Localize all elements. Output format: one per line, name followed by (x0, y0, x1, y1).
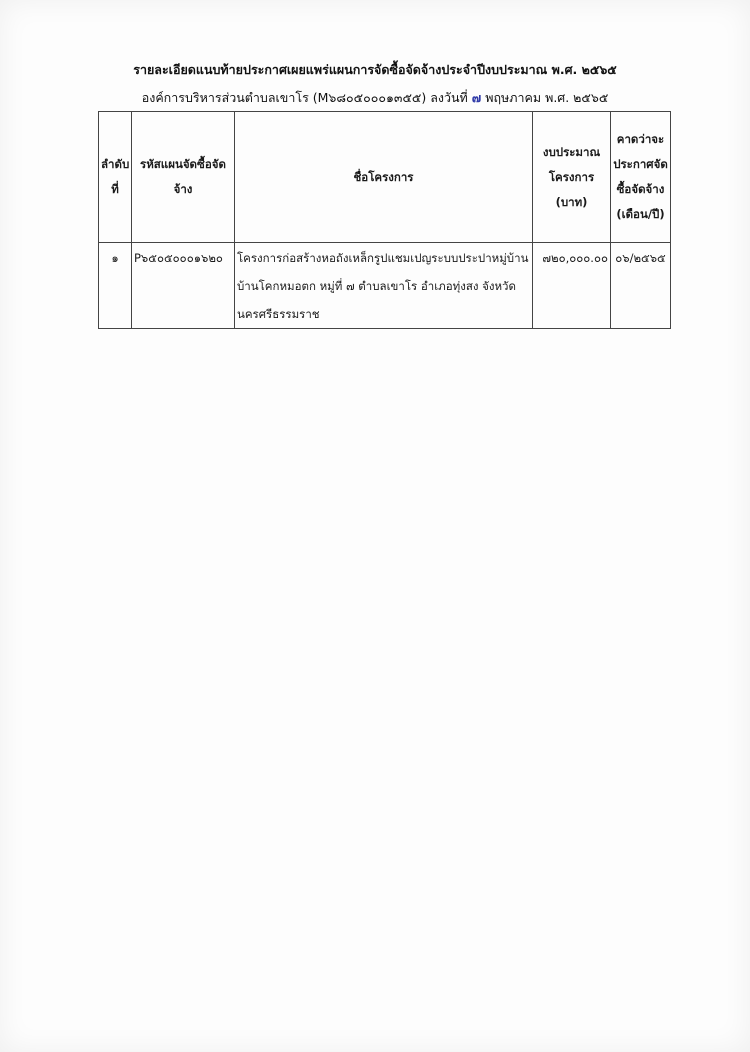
header-no: ลำดับที่ (99, 112, 132, 243)
cell-code: P๖๕๐๕๐๐๐๑๖๒๐ (132, 243, 235, 329)
subtitle-day: ๗ (471, 90, 482, 105)
header-announce: คาดว่าจะประกาศจัดซื้อจัดจ้าง (เดือน/ปี) (611, 112, 671, 243)
cell-project: โครงการก่อสร้างหอถังเหล็กรูปแชมเปญระบบประปาหมู่บ้านบ้านโคกหมอตก หมู่ที่ ๗ ตำบลเขาโร อำเภอทุ่งสง จังหวัดนครศรีธรรมราช (235, 243, 533, 329)
header-budget: งบประมาณโครงการ (บาท) (533, 112, 611, 243)
header-project: ชื่อโครงการ (235, 112, 533, 243)
header-code: รหัสแผนจัดซื้อจัดจ้าง (132, 112, 235, 243)
table-row (99, 243, 671, 329)
document-title: รายละเอียดแนบท้ายประกาศเผยแพร่แผนการจัดซื้อจัดจ้างประจำปีงบประมาณ พ.ศ. ๒๕๖๕ (133, 62, 617, 77)
cell-announce: ๐๖/๒๕๖๕ (611, 243, 671, 329)
table-header-row (99, 112, 671, 243)
cell-budget: ๗๒๐,๐๐๐.๐๐ (533, 243, 611, 329)
document-subtitle (0, 88, 750, 108)
subtitle-prefix: องค์การบริหารส่วนตำบลเขาโร (M๖๘๐๕๐๐๐๑๓๕๕) ลงวันที่ (141, 90, 468, 105)
subtitle-suffix: พฤษภาคม พ.ศ. ๒๕๖๕ (485, 90, 609, 105)
cell-no: ๑ (99, 243, 132, 329)
procurement-plan-table (98, 111, 671, 329)
